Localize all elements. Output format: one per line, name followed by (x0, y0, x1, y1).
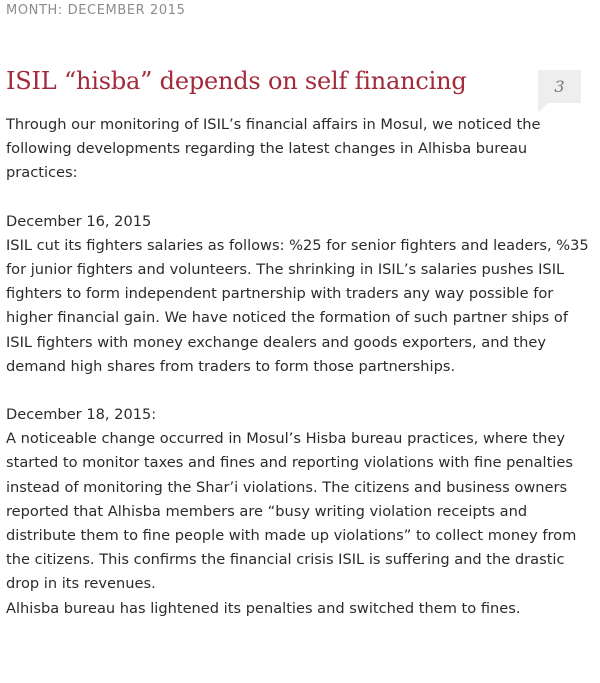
entry-body-december-18: A noticeable change occurred in Mosul’s Hisba bureau practices, where they started to monitor taxes and fines and reporting violations with fine penalties instead of monitoring the Shar’i violations. The citizens and business owners reported that Alhisba members are “busy writing violation receipts and distribute them to fine people with made up violations” to collect money from the citizens. This confirms the financial crisis ISIL is suffering and the drastic drop in its revenues. (6, 430, 577, 593)
archive-title: MONTH: DECEMBER 2015 (6, 3, 186, 18)
post-title-link[interactable]: ISIL “hisba” depends on self financing (6, 67, 467, 95)
post-intro-paragraph: Through our monitoring of ISIL’s financial affairs in Mosul, we noticed the following developments regarding the latest changes in Alhisba bureau practices: (6, 116, 541, 182)
post-content (6, 113, 596, 621)
entry-date-december-16: December 16, 2015 (6, 212, 152, 230)
entry-date-december-18: December 18, 2015: (6, 406, 157, 424)
entry-body-december-16: ISIL cut its fighters salaries as follows: %25 for senior fighters and leaders, %35 for junior fighters and volunteers. The shrinking in ISIL’s salaries pushes ISIL fighters to form independent partnership with traders any way possible for higher financial gain. We have noticed the formation of such partner ships of ISIL fighters with money exchange dealers and goods exporters, and they demand high shares from traders to form those partnerships. (6, 236, 589, 375)
entry-closing-december-18: Alhisba bureau has lightened its penalties and switched them to fines. (6, 599, 521, 617)
comment-count-bubble[interactable]: 3 (538, 70, 581, 103)
